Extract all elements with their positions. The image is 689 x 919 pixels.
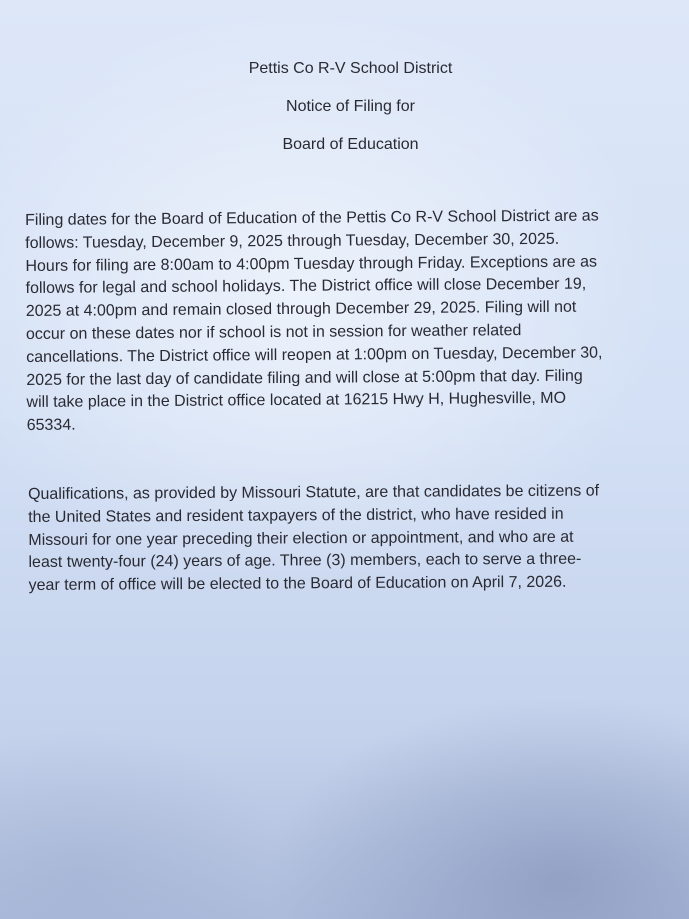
paragraph-line: cancellations. The District office will reopen at 1:00pm on Tuesday, December 30,	[26, 344, 603, 366]
paragraph-line: Missouri for one year preceding their election or appointment, and who are at	[28, 528, 574, 549]
board-heading: Board of Education	[282, 136, 419, 153]
paragraph-line: follows for legal and school holidays. The District office will close December 19,	[25, 275, 587, 298]
qualifications-paragraph	[28, 480, 679, 598]
notice-title-heading: Notice of Filing for	[286, 98, 415, 115]
paragraph-line: 2025 for the last day of candidate filing and will close at 5:00pm that day. Filing	[26, 367, 583, 389]
paragraph-line: follows: Tuesday, December 9, 2025 through Tuesday, December 30, 2025.	[25, 230, 560, 252]
paragraph-line: year term of office will be elected to the Board of Education on April 7, 2026.	[28, 573, 567, 595]
district-name-heading: Pettis Co R-V School District	[248, 60, 453, 77]
paragraph-line: Hours for filing are 8:00am to 4:00pm Tuesday through Friday. Exceptions are as	[25, 253, 598, 275]
paragraph-line: the United States and resident taxpayers of the district, who have resided in	[28, 505, 564, 526]
paragraph-line: 65334.	[26, 416, 76, 435]
paragraph-line: occur on these dates nor if school is not in session for weather related	[25, 322, 522, 343]
paragraph-line: least twenty-four (24) years of age. Three (3) members, each to serve a three-	[28, 551, 582, 572]
paragraph-line: Qualifications, as provided by Missouri Statute, are that candidates be citizens of	[28, 482, 600, 503]
filing-dates-paragraph	[25, 205, 677, 438]
paragraph-line: 2025 at 4:00pm and remain closed through December 29, 2025. Filing will not	[25, 298, 577, 321]
paragraph-line: Filing dates for the Board of Education of the Pettis Co R-V School District are as	[25, 207, 599, 229]
paragraph-line: will take place in the District office located at 16215 Hwy H, Hughesville, MO	[26, 390, 567, 412]
